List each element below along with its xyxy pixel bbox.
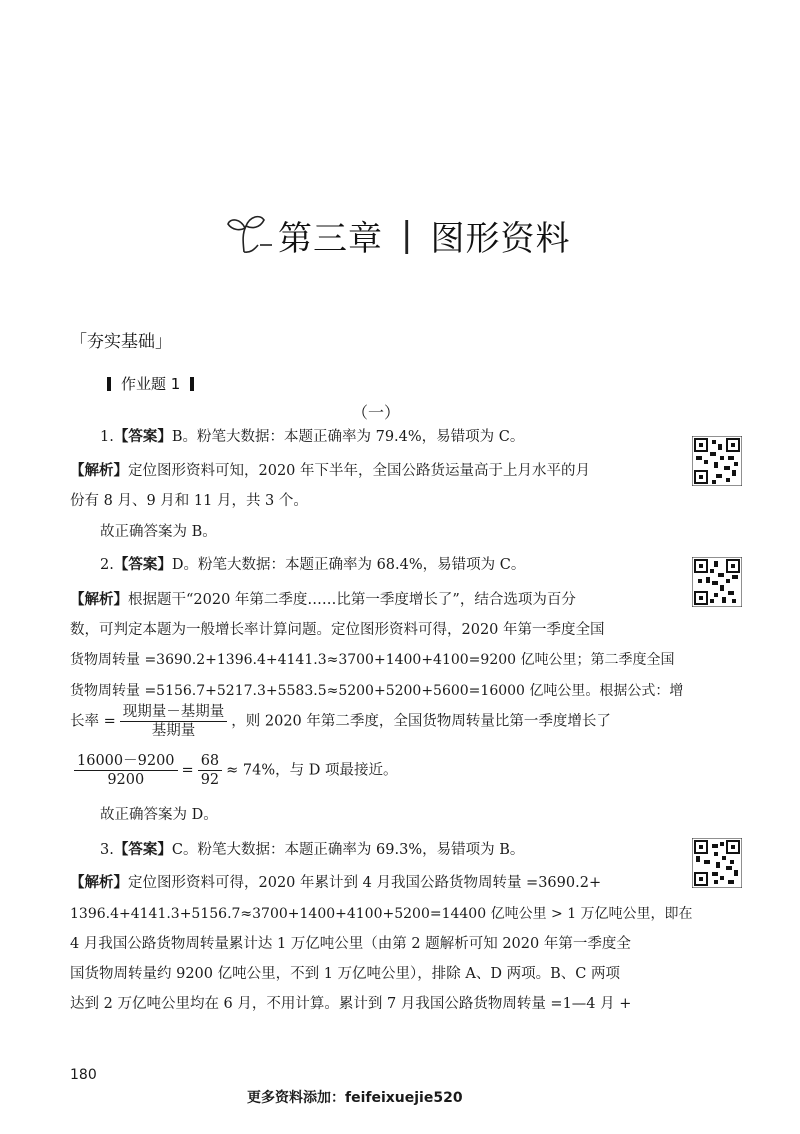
bracket-open-icon: 「: [70, 332, 87, 352]
q2-analysis-line: 货物周转量 =5156.7+5217.3+5583.5≈5200+5200+5600=16000 亿吨公里。根据公式：增: [70, 683, 684, 699]
chapter-title: 第三章: [278, 218, 383, 259]
q3-analysis-line: 4 月我国公路货物周转量累计达 1 万亿吨公里（由第 2 题解析可知 2020 年第一季度全: [70, 936, 631, 952]
footer-note: 更多资料添加：feifeixuejie520: [247, 1090, 463, 1106]
qr-code-icon[interactable]: [692, 436, 742, 486]
q2-analysis-line: 【解析】根据题干“2020 年第二季度……比第一季度增长了”，结合选项为百分: [70, 592, 576, 608]
q3-analysis-line: 国货物周转量约 9200 亿吨公里，不到 1 万亿吨公里），排除 A、D 两项。B、C 两项: [70, 966, 620, 982]
q1-conclusion: 故正确答案为 B。: [100, 524, 217, 540]
q2-conclusion: 故正确答案为 D。: [100, 807, 218, 823]
sprout-icon: [226, 212, 274, 258]
q1-analysis-line: 份有 8 月、9 月和 11 月，共 3 个。: [70, 493, 308, 509]
chapter-subtitle: 图形资料: [430, 218, 571, 259]
q1-answer: 1.【答案】B。粉笔大数据：本题正确率为 79.4%，易错项为 C。: [100, 429, 525, 445]
q3-analysis-line: 【解析】定位图形资料可得，2020 年累计到 4 月我国公路货物周转量 =3690.2+: [70, 875, 602, 891]
q3-analysis-line: 1396.4+4141.3+5156.7≈3700+1400+4100+5200=14400 亿吨公里 > 1 万亿吨公里，即在: [70, 906, 693, 922]
qr-code-icon[interactable]: [692, 557, 742, 607]
chapter-separator: |: [401, 215, 413, 255]
q2-analysis-line: 货物周转量 =3690.2+1396.4+4141.3≈3700+1400+4100=9200 亿吨公里；第二季度全国: [70, 652, 675, 668]
calc-fraction-2: $\frac{68}{92}$: [198, 752, 222, 789]
q2-analysis-line: 数，可判定本题为一般增长率计算问题。定位图形资料可得，2020 年第一季度全国: [70, 622, 605, 638]
section-title: 「夯实基础」: [70, 332, 172, 352]
q2-calc-line: $\frac{16000-9200}{9200}$ = $\frac{68}{92}$ ≈ 74%，与 D 项最接近。: [70, 752, 670, 789]
bracket-close-icon: 」: [155, 332, 172, 352]
qr-code-icon[interactable]: [692, 838, 742, 888]
q2-answer: 2.【答案】D。粉笔大数据：本题正确率为 68.4%，易错项为 C。: [100, 557, 526, 573]
q3-analysis-line: 达到 2 万亿吨公里均在 6 月，不用计算。累计到 7 月我国公路货物周转量 =1—4 月 +: [70, 996, 632, 1012]
formula-fraction: $\frac{\text{现期量－基期量}}{\text{基期量}}$: [120, 703, 228, 740]
homework-title: 作业题 1: [97, 373, 204, 394]
chapter-header: [226, 205, 570, 265]
q2-formula-line: 长率 = $\frac{\text{现期量－基期量}}{\text{基期量}}$ ，则 2020 年第二季度，全国货物周转量比第一季度增长了: [70, 704, 611, 739]
q1-analysis-line: 【解析】定位图形资料可知，2020 年下半年，全国公路货运量高于上月水平的月: [70, 463, 591, 479]
page-number: 180: [70, 1067, 97, 1083]
bar-icon: [190, 377, 194, 391]
q3-answer: 3.【答案】C。粉笔大数据：本题正确率为 69.3%，易错项为 B。: [100, 842, 525, 858]
calc-fraction: $\frac{16000-9200}{9200}$: [74, 752, 178, 789]
subsection-label: （一）: [352, 403, 401, 422]
bar-icon: [107, 377, 111, 391]
